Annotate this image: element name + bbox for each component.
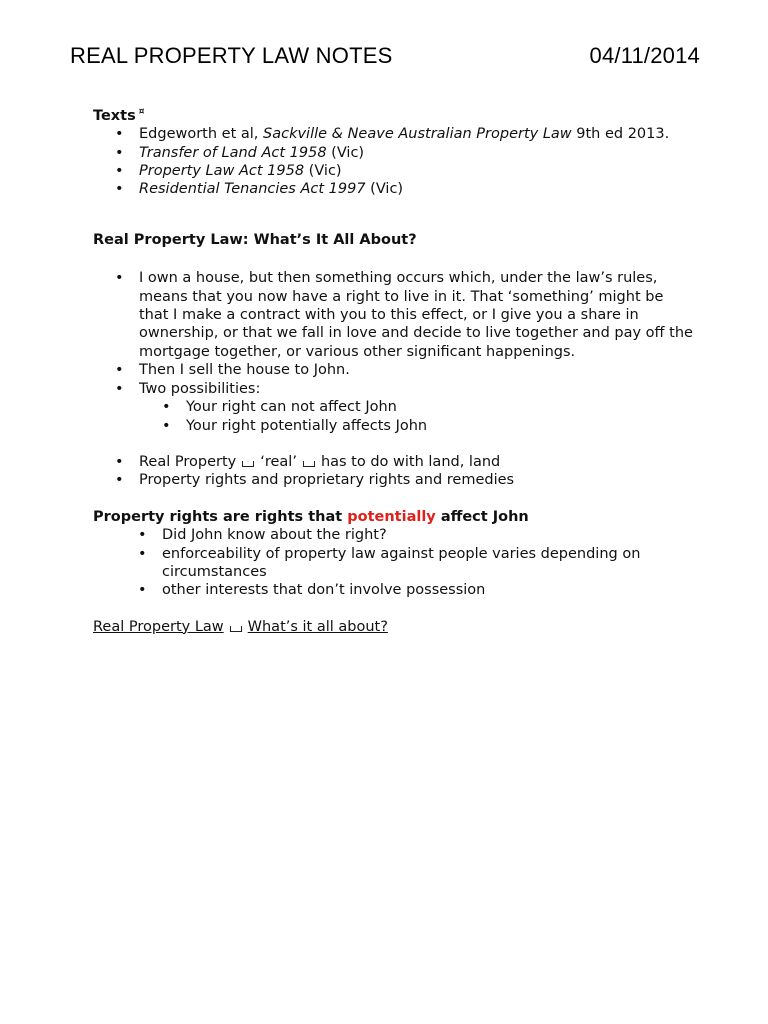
- emphasis-potentially: potentially: [347, 508, 436, 525]
- texts-list: [93, 125, 693, 199]
- possibility-item: • Your right can not affect John: [93, 398, 693, 416]
- texts-item: • Edgeworth et al, Sackville & Neave Australian Property Law 9th ed 2013.: [93, 125, 693, 143]
- texts-item: • Transfer of Land Act 1958 (Vic): [93, 144, 693, 162]
- dash-glyph-icon: [242, 461, 254, 467]
- texts-item: • Property Law Act 1958 (Vic): [93, 162, 693, 180]
- section-heading-overview: Real Property Law: What’s It All About?: [93, 231, 417, 248]
- document-body: [93, 103, 693, 636]
- dash-glyph-icon: [303, 461, 315, 467]
- page-title: REAL PROPERTY LAW NOTES: [70, 43, 393, 68]
- property-rights-item: • other interests that don’t involve possession: [69, 581, 693, 599]
- section-heading-property-rights: Property rights are rights that potentially affect John: [93, 508, 529, 525]
- possibility-item: • Your right potentially affects John: [93, 417, 693, 435]
- property-rights-item: • Did John know about the right?: [69, 526, 693, 544]
- real-property-item: • Property rights and proprietary rights and remedies: [93, 471, 693, 489]
- overview-item: • Two possibilities:: [93, 380, 693, 398]
- real-property-list: [93, 453, 693, 490]
- texts-item: • Residential Tenancies Act 1997 (Vic): [93, 180, 693, 198]
- page-date: 04/11/2014: [589, 43, 700, 68]
- property-rights-item: • enforceability of property law against people varies depending on circumstances: [69, 545, 693, 582]
- dash-glyph-icon: [230, 626, 242, 632]
- overview-list: [93, 269, 693, 398]
- page-header: [70, 43, 700, 69]
- texts-heading: Texts ¤: [93, 107, 145, 124]
- section-link: Real Property Law What’s it all about?: [93, 618, 388, 635]
- real-property-item: • Real Property ‘real’ has to do with land, land: [93, 453, 693, 471]
- overview-item: • Then I sell the house to John.: [93, 361, 693, 379]
- possibilities-list: [93, 398, 693, 435]
- overview-item: • I own a house, but then something occurs which, under the law’s rules, means that you now have a right to live in it. That ‘something’ might be that I make a contract with you to this effect, or I give you a share in ownership, or that we fall in love and decide to live together and pay off the mortgage together, or various other significant happenings.: [93, 269, 693, 361]
- note-mark-icon: ¤: [138, 107, 145, 117]
- property-rights-list: [69, 526, 693, 600]
